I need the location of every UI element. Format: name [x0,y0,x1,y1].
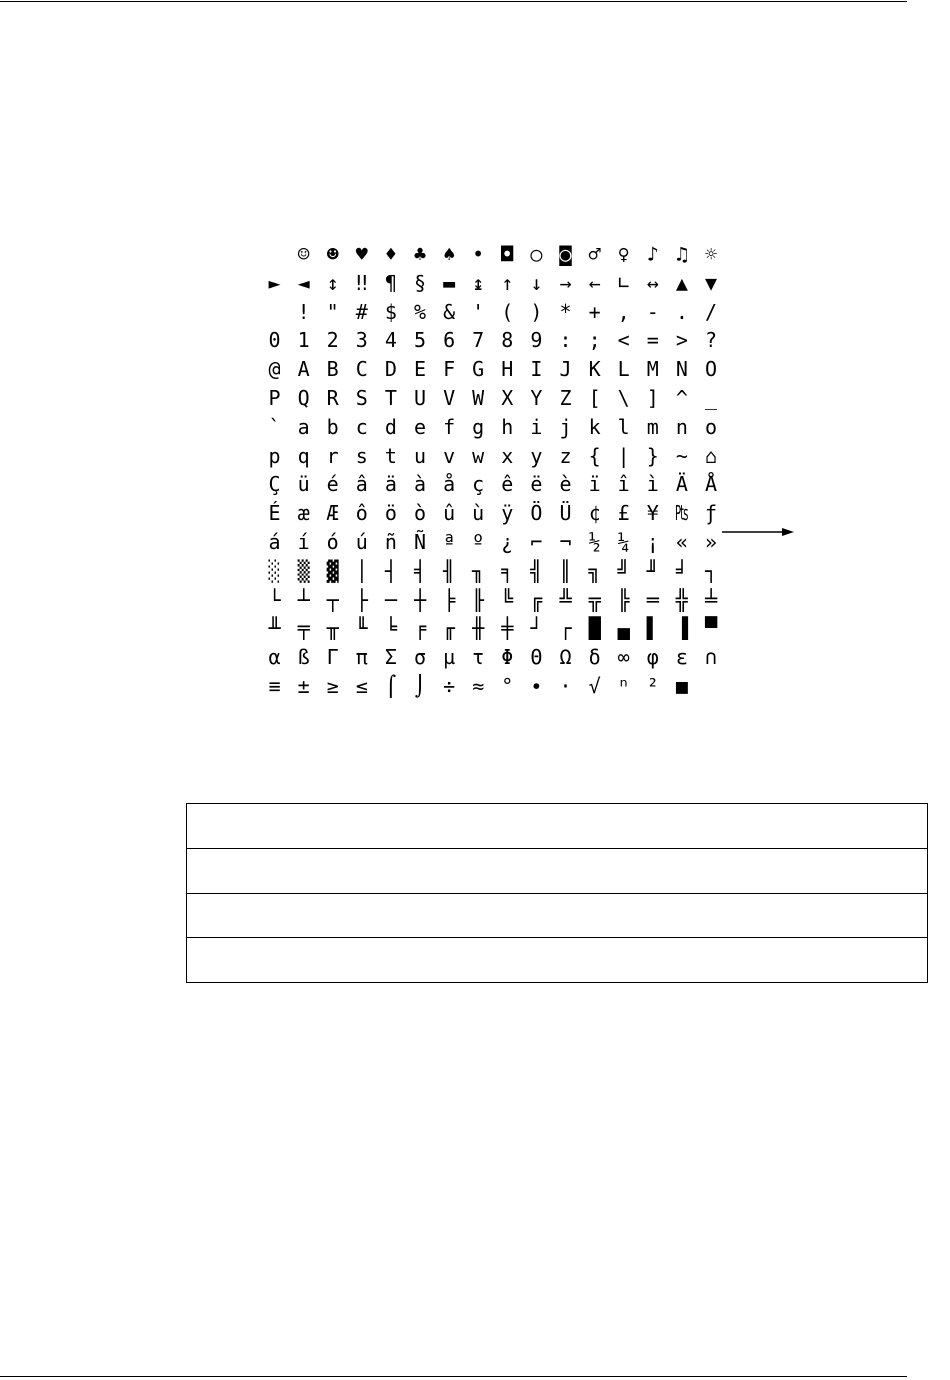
glyph-cell: ? [704,328,718,353]
glyph-cell: ª [443,530,456,554]
glyph-cell: ô [355,501,368,526]
glyph-cell: 4 [384,328,397,353]
glyph-cell: ╬ [675,587,688,612]
glyph-cell: J [559,357,572,382]
glyph-cell: ╦ [588,587,601,612]
glyph-cell: a [297,414,310,439]
glyph-cell: - [646,299,659,324]
glyph-cell: ☼ [704,242,718,266]
glyph-cell: ▒ [297,558,310,583]
glyph-cell: è [559,472,572,497]
glyph-cell: ë [530,472,543,497]
glyph-cell: o [704,414,718,439]
glyph-cell: q [297,443,310,468]
blank-table [186,803,928,983]
glyph-cell: ε [675,645,688,670]
glyph-cell: ° [501,674,514,698]
glyph-cell: ä [384,472,397,497]
glyph-cell: ╧ [704,587,718,612]
glyph-cell: h [501,414,514,439]
glyph-cell: ▲ [675,270,688,295]
glyph-cell: ╘ [384,616,397,641]
glyph-cell: j [559,414,572,439]
glyph-cell: ¬ [559,530,572,554]
glyph-cell: ░ [268,558,281,583]
glyph-cell: H [501,357,514,382]
glyph-cell: < [617,328,630,353]
glyph-cell: w [472,443,485,468]
glyph-cell [260,240,289,269]
glyph-cell: ╕ [501,558,514,583]
glyph-cell: O [704,357,718,382]
glyph-cell: ; [588,328,601,353]
glyph-cell: ┘ [530,616,543,641]
header-rule [0,1,907,2]
glyph-cell: à [413,472,427,497]
glyph-cell: Ñ [413,530,427,554]
glyph-cell: ═ [646,587,659,612]
glyph-cell: É [268,501,281,526]
glyph-cell: W [472,386,485,410]
glyph-cell: 7 [472,328,485,353]
glyph-cell: S [355,386,368,410]
glyph-cell: Y [530,386,543,410]
glyph-cell: ╓ [443,616,456,641]
glyph-cell: B [326,357,339,382]
glyph-cell: ╝ [617,558,630,583]
glyph-cell: ▀ [704,616,718,641]
glyph-cell: Ö [530,501,543,526]
table-cell [187,804,928,849]
glyph-cell: ☺ [297,242,310,266]
glyph-cell: ♀ [617,242,630,266]
glyph-cell: ┼ [413,587,427,612]
glyph-cell: ⌂ [704,443,718,468]
glyph-cell: • [472,242,485,266]
glyph-cell: | [617,443,630,468]
glyph-cell: ó [326,530,339,554]
glyph-cell: Å [704,472,718,497]
glyph-cell: δ [588,645,601,670]
glyph-cell: ← [588,270,601,295]
glyph-cell: ÷ [443,674,456,698]
glyph-cell: │ [355,558,368,583]
table-row [187,893,928,938]
glyph-cell: ♦ [384,242,397,266]
glyph-cell: ù [472,501,485,526]
glyph-cell: ╡ [413,558,427,583]
glyph-cell: ½ [588,530,601,554]
glyph-cell: 1 [297,328,310,353]
glyph-cell: ) [530,299,543,324]
glyph-cell: > [675,328,688,353]
glyph-cell: « [675,530,688,554]
table-row [187,804,928,849]
glyph-cell: 0 [268,328,281,353]
glyph-cell: ┤ [384,558,397,583]
glyph-cell: r [326,443,339,468]
glyph-cell: ⌐ [530,530,543,554]
glyph-cell: 3 [355,328,368,353]
glyph-cell: ☻ [326,242,339,266]
glyph-cell: ¼ [617,530,630,554]
glyph-cell: z [559,443,572,468]
glyph-cell: ▬ [443,270,456,295]
glyph-cell: ╞ [443,587,456,612]
glyph-cell: ╩ [559,587,572,612]
glyph-cell: l [617,414,630,439]
glyph-cell: ì [646,472,659,497]
glyph-cell: ► [268,270,281,295]
glyph-cell: ² [646,674,659,698]
glyph-cell: t [384,443,397,468]
glyph-cell: § [413,270,427,295]
glyph-cell: u [413,443,427,468]
glyph-cell: ↨ [472,270,485,295]
table-row [187,938,928,983]
glyph-cell: ♫ [675,242,688,266]
glyph-cell: ♂ [588,242,601,266]
glyph-cell: ♪ [646,242,659,266]
glyph-cell: å [443,472,456,497]
glyph-cell: & [443,299,456,324]
glyph-cell: σ [413,645,427,670]
glyph-cell: Ä [675,472,688,497]
glyph-cell: ┌ [559,616,572,641]
glyph-cell: g [472,414,485,439]
glyph-cell: 9 [530,328,543,353]
glyph-cell: φ [646,645,659,670]
glyph-cell: └ [268,587,281,612]
glyph-cell: k [588,414,601,439]
glyph-cell: f [443,414,456,439]
glyph-cell: Θ [530,645,543,670]
glyph-cell: π [355,645,368,670]
glyph-cell: ┬ [326,587,339,612]
glyph-cell: ¢ [588,501,601,526]
glyph-cell: ∞ [617,645,630,670]
glyph-cell: ♣ [413,242,427,266]
glyph-cell: G [472,357,485,382]
glyph-cell: ü [297,472,310,497]
glyph-cell: A [297,357,310,382]
glyph-cell: û [443,501,456,526]
glyph-cell: ↕ [326,270,339,295]
glyph-cell: ∟ [617,270,630,295]
glyph-cell: ╙ [355,616,368,641]
glyph-cell: ! [297,299,310,324]
glyph-cell: " [326,299,339,324]
glyph-cell: ₧ [675,501,688,526]
glyph-cell: ≈ [472,674,485,698]
glyph-cell: ß [297,645,310,670]
glyph-cell: U [413,386,427,410]
glyph-cell: y [530,443,543,468]
glyph-cell: î [617,472,630,497]
glyph-cell: I [530,357,543,382]
glyph-cell: E [413,357,427,382]
glyph-cell: m [646,414,659,439]
glyph-cell: ≤ [355,674,368,698]
glyph-cell: ♥ [355,242,368,266]
glyph-cell: \ [617,386,630,410]
glyph-cell: â [355,472,368,497]
glyph-cell: b [326,414,339,439]
glyph-cell: ├ [355,587,368,612]
glyph-cell: í [297,530,310,554]
arrow-icon [722,525,794,539]
glyph-cell: ╢ [443,558,456,583]
glyph-cell: α [268,645,281,670]
glyph-cell: ○ [530,242,543,266]
glyph-cell: » [704,530,718,554]
glyph-cell: p [268,443,281,468]
footer-rule [0,1376,907,1377]
glyph-cell: P [268,386,281,410]
glyph-cell: ò [413,501,427,526]
glyph-cell: ╒ [413,616,427,641]
glyph-cell: X [501,386,514,410]
glyph-cell: ¶ [384,270,397,295]
glyph-cell: ⌠ [384,674,397,698]
glyph-cell: v [443,443,456,468]
glyph-cell: D [384,357,397,382]
glyph-cell: ∙ [530,674,543,698]
glyph-cell: ┐ [704,558,718,583]
glyph-cell: ' [472,299,485,324]
glyph-cell: ¥ [646,501,659,526]
glyph-cell: ú [355,530,368,554]
glyph-cell: e [413,414,427,439]
glyph-cell: ┴ [297,587,310,612]
glyph-cell: ╔ [530,587,543,612]
glyph-cell: ◄ [297,270,310,295]
glyph-cell: Ü [559,501,572,526]
glyph-cell: = [646,328,659,353]
glyph-cell: Æ [326,501,339,526]
glyph-cell: Φ [501,645,514,670]
glyph-cell: _ [704,386,718,410]
glyph-cell: Q [297,386,310,410]
glyph-cell: Ω [559,645,572,670]
glyph-cell [260,298,289,327]
glyph-cell: . [675,299,688,324]
glyph-cell: / [704,299,718,324]
glyph-cell: ◙ [559,242,572,266]
glyph-cell: Z [559,386,572,410]
glyph-cell: æ [297,501,310,526]
glyph-cell: █ [588,616,601,641]
glyph-cell: ] [646,386,659,410]
glyph-cell: Ç [268,472,281,497]
glyph-cell: x [501,443,514,468]
glyph-cell: ⌡ [413,674,427,698]
glyph-cell: τ [472,645,485,670]
glyph-cell: ╨ [268,616,281,641]
glyph-cell: ▌ [646,616,659,641]
glyph-cell: ` [268,414,281,439]
glyph-cell: ÿ [501,501,514,526]
glyph-cell: 5 [413,328,427,353]
glyph-cell: Σ [384,645,397,670]
glyph-cell: ╥ [326,616,339,641]
glyph-cell: ♠ [443,242,456,266]
glyph-cell: ¿ [501,530,514,554]
glyph-cell: M [646,357,659,382]
glyph-cell: é [326,472,339,497]
glyph-cell: s [355,443,368,468]
character-set-table [260,240,725,700]
glyph-cell: : [559,328,572,353]
glyph-cell: C [355,357,368,382]
glyph-cell: [ [588,386,601,410]
glyph-cell: ñ [384,530,397,554]
glyph-cell: ╟ [472,587,485,612]
glyph-cell: R [326,386,339,410]
glyph-cell: º [472,530,485,554]
table-cell [187,938,928,983]
glyph-cell: ─ [384,587,397,612]
glyph-cell: ¡ [646,530,659,554]
glyph-cell: ◘ [501,242,514,266]
glyph-cell: N [675,357,688,382]
glyph-cell: ∩ [704,645,718,670]
glyph-cell: ■ [675,674,688,698]
glyph-cell: % [413,299,427,324]
glyph-cell: ↑ [501,270,514,295]
glyph-cell: ╪ [501,616,514,641]
glyph-cell: ╜ [646,558,659,583]
glyph-cell: ▄ [617,616,630,641]
glyph-cell: 8 [501,328,514,353]
glyph-cell: ╖ [472,558,485,583]
glyph-cell: ( [501,299,514,324]
glyph-cell: } [646,443,659,468]
glyph-cell: $ [384,299,397,324]
glyph-cell: ╚ [501,587,514,612]
glyph-cell: F [443,357,456,382]
glyph-cell: L [617,357,630,382]
glyph-cell: ▐ [675,616,688,641]
glyph-cell: K [588,357,601,382]
glyph-cell: 2 [326,328,339,353]
glyph-cell: ‼ [355,270,368,295]
glyph-cell: d [384,414,397,439]
glyph-cell: ║ [559,558,572,583]
glyph-cell: ▓ [326,558,339,583]
glyph-cell [697,672,726,701]
glyph-cell: ≡ [268,674,281,698]
table-row [187,848,928,893]
glyph-cell: ^ [675,386,688,410]
glyph-cell: ï [588,472,601,497]
table-cell [187,893,928,938]
glyph-cell: # [355,299,368,324]
glyph-cell: 6 [443,328,456,353]
glyph-cell: V [443,386,456,410]
glyph-cell: ╣ [530,558,543,583]
glyph-cell: ê [501,472,514,497]
glyph-cell: ö [384,501,397,526]
glyph-cell: ↔ [646,270,659,295]
glyph-cell: i [530,414,543,439]
glyph-cell: Γ [326,645,339,670]
glyph-cell: + [588,299,601,324]
glyph-cell: ↓ [530,270,543,295]
glyph-cell: ╗ [588,558,601,583]
glyph-cell: ▼ [704,270,718,295]
glyph-cell: · [559,674,572,698]
glyph-cell: £ [617,501,630,526]
glyph-cell: ╠ [617,587,630,612]
glyph-cell: ± [297,674,310,698]
glyph-cell: T [384,386,397,410]
glyph-cell: { [588,443,601,468]
glyph-cell: , [617,299,630,324]
glyph-cell: * [559,299,572,324]
glyph-cell: n [675,414,688,439]
glyph-cell: ≥ [326,674,339,698]
glyph-cell: ╫ [472,616,485,641]
glyph-cell: → [559,270,572,295]
glyph-cell: ╤ [297,616,310,641]
glyph-cell: ~ [675,443,688,468]
glyph-cell: µ [443,645,456,670]
glyph-cell: @ [268,357,281,382]
glyph-cell: ç [472,472,485,497]
glyph-cell: c [355,414,368,439]
glyph-cell: ⁿ [617,674,630,698]
glyph-cell: √ [588,674,601,698]
glyph-cell: ╛ [675,558,688,583]
glyph-cell: á [268,530,281,554]
glyph-cell: ƒ [704,501,718,526]
table-cell [187,848,928,893]
